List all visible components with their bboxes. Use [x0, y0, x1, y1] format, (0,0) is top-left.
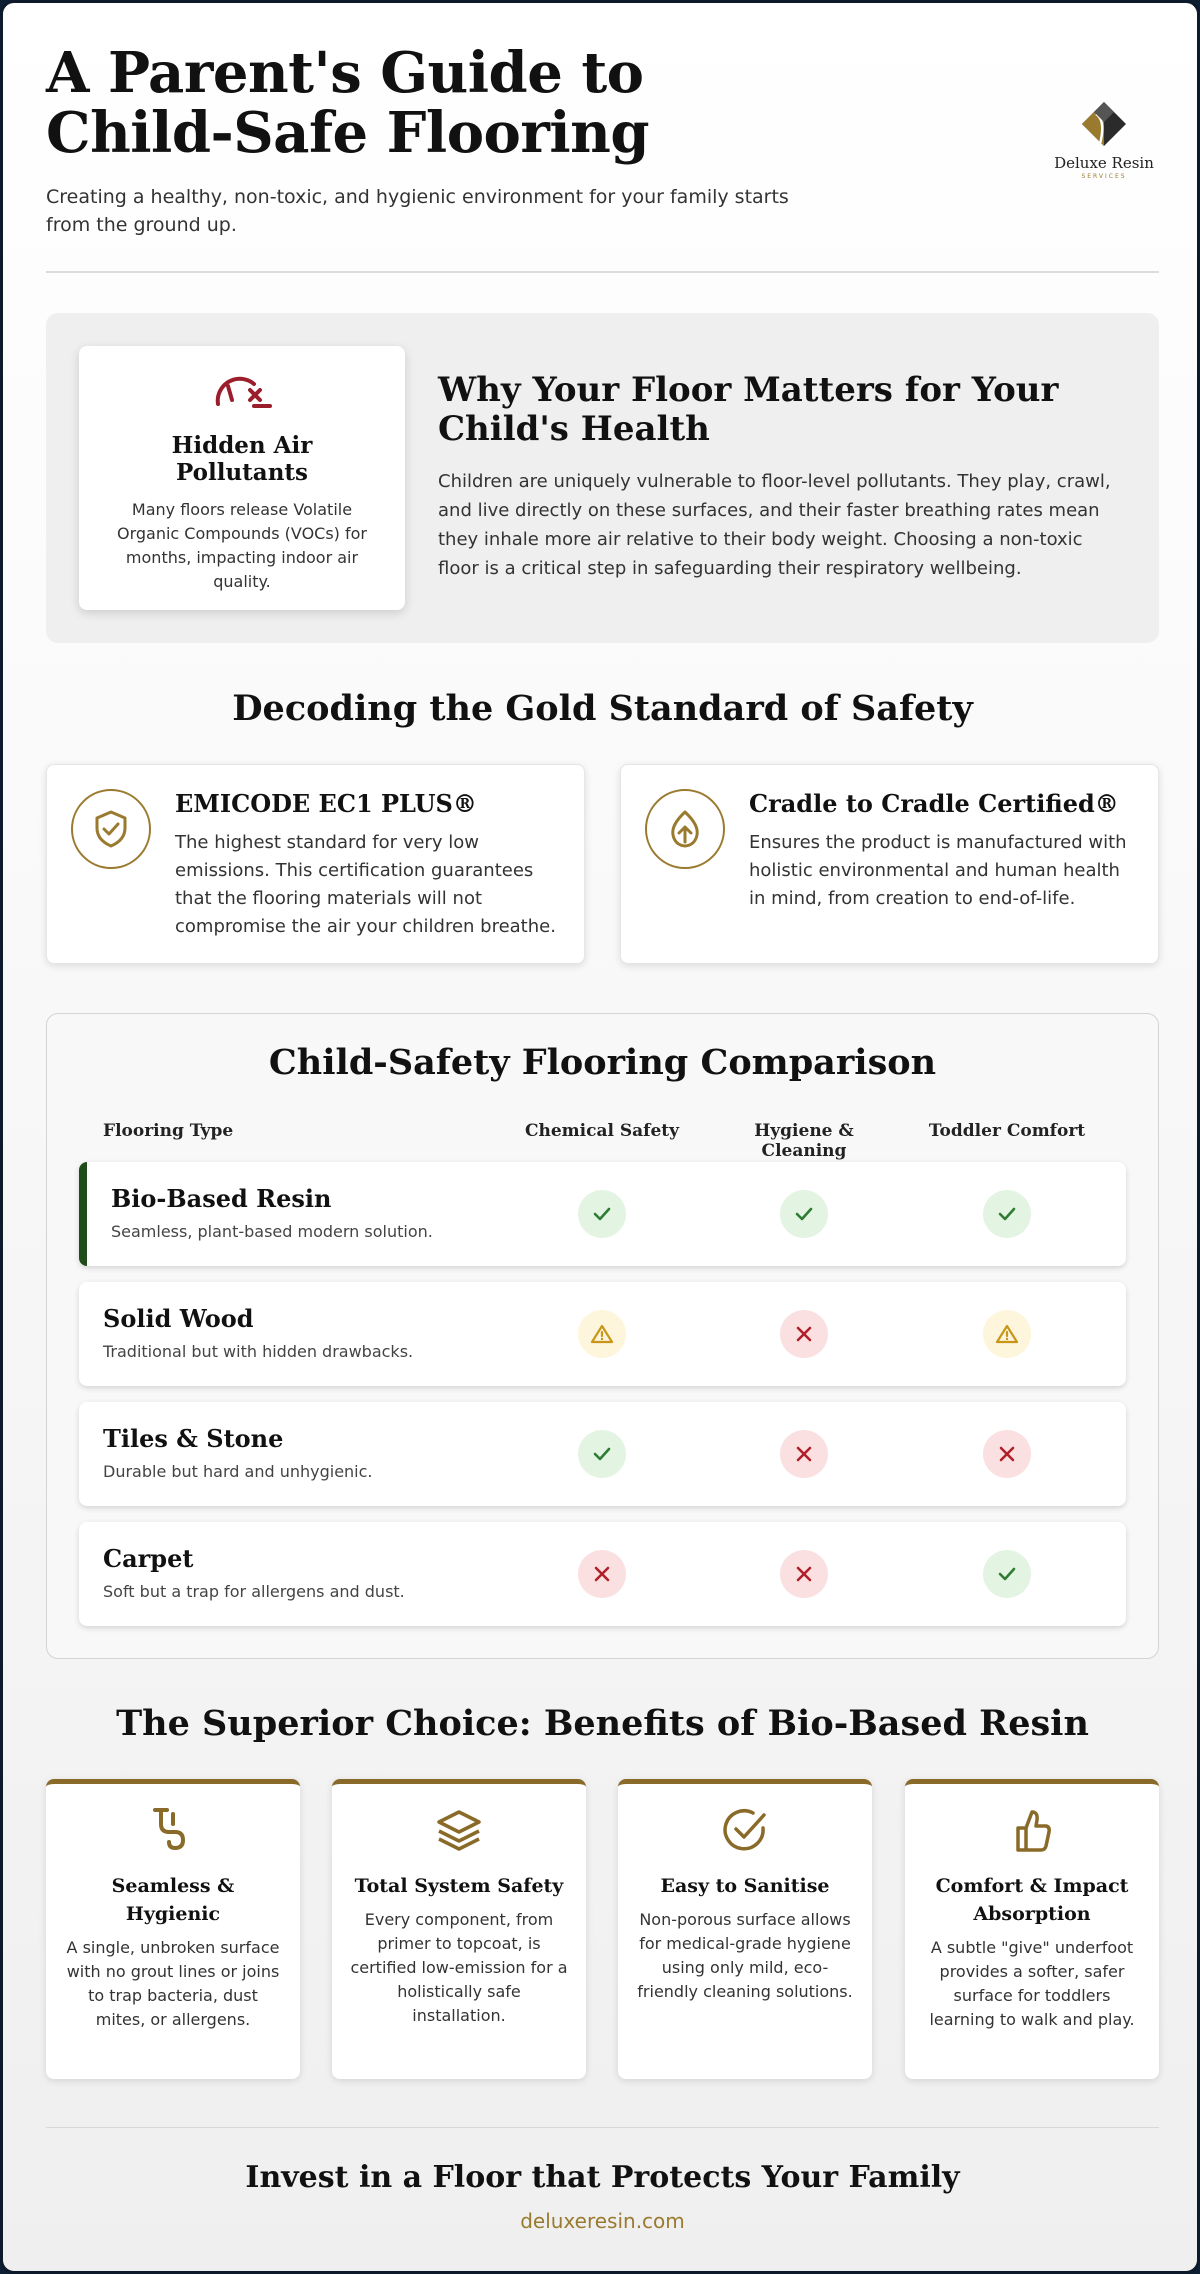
- table-row: [79, 1522, 1126, 1626]
- footer-title: Invest in a Floor that Protects Your Family: [245, 2160, 960, 2195]
- check-icon: [578, 1190, 626, 1238]
- flooring-description: Durable but hard and unhygienic.: [103, 1462, 373, 1481]
- pollutant-card-title: Hidden Air Pollutants: [171, 432, 313, 486]
- header: [46, 40, 1159, 239]
- why-title: Why Your Floor Matters for Your Child's Health: [438, 370, 1059, 449]
- pipe-icon: [151, 1806, 195, 1854]
- table-row: [79, 1162, 1126, 1266]
- logo-subtitle: SERVICES: [1081, 173, 1127, 180]
- flooring-description: Soft but a trap for allergens and dust.: [103, 1582, 405, 1601]
- column-header: Flooring Type: [103, 1121, 234, 1141]
- gold-standard-title: Decoding the Gold Standard of Safety: [232, 688, 973, 729]
- benefit-card: [46, 1779, 300, 2079]
- benefit-title: Total System Safety: [354, 1875, 564, 1897]
- benefit-title: Easy to Sanitise: [660, 1875, 830, 1897]
- cert-card-emicode: [46, 764, 585, 964]
- warning-icon: [578, 1310, 626, 1358]
- warning-icon: [983, 1310, 1031, 1358]
- flooring-description: Traditional but with hidden drawbacks.: [103, 1342, 414, 1361]
- cert-body: The highest standard for very low emissions. This certification guarantees that the flooring materials will not compromise the air your children breathe.: [175, 832, 556, 937]
- cross-icon: [780, 1430, 828, 1478]
- logo-name: Deluxe Resin: [1054, 154, 1154, 172]
- table-row: [79, 1402, 1126, 1506]
- header-divider: [46, 271, 1159, 273]
- cross-icon: [780, 1310, 828, 1358]
- benefit-card: [618, 1779, 872, 2079]
- benefit-text: Every component, from primer to topcoat, is certified low-emission for a holistically safe installation.: [350, 1910, 568, 2025]
- flooring-description: Seamless, plant-based modern solution.: [111, 1222, 433, 1241]
- check-icon: [983, 1550, 1031, 1598]
- cert-badge: [645, 789, 725, 869]
- cross-icon: [983, 1430, 1031, 1478]
- cert-card-cradle: [620, 764, 1159, 964]
- benefit-text: A subtle "give" underfoot provides a softer, safer surface for toddlers learning to walk and play.: [929, 1938, 1135, 2029]
- benefit-title: Comfort & Impact Absorption: [935, 1875, 1129, 1925]
- table-row: [79, 1282, 1126, 1386]
- column-header: Hygiene & Cleaning: [754, 1121, 854, 1161]
- flooring-name: Bio-Based Resin: [111, 1184, 332, 1213]
- flooring-name: Tiles & Stone: [103, 1424, 284, 1453]
- flooring-name: Solid Wood: [103, 1304, 254, 1333]
- cert-body: Ensures the product is manufactured with holistic environmental and human health in mind, from creation to end-of-life.: [749, 832, 1127, 909]
- cross-icon: [780, 1550, 828, 1598]
- cert-title: Cradle to Cradle Certified®: [749, 789, 1119, 818]
- shield-check-icon: [93, 809, 129, 849]
- column-header: Chemical Safety: [524, 1121, 680, 1141]
- logo: [1049, 100, 1159, 180]
- benefit-title: Seamless & Hygienic: [111, 1875, 235, 1925]
- footer-divider: [46, 2127, 1159, 2128]
- benefits-title: The Superior Choice: Benefits of Bio-Based Resin: [116, 1703, 1089, 1744]
- thumbs-up-icon: [1010, 1806, 1054, 1854]
- website-link[interactable]: deluxeresin.com: [520, 2209, 685, 2233]
- benefit-text: Non-porous surface allows for medical-grade hygiene using only mild, eco-friendly cleaning solutions.: [637, 1910, 853, 2001]
- pollutant-card: [79, 346, 405, 610]
- comparison-title: Child-Safety Flooring Comparison: [268, 1042, 937, 1083]
- layers-icon: [435, 1806, 483, 1854]
- pollutant-card-text: Many floors release Volatile Organic Compounds (VOCs) for months, impacting indoor air quality.: [116, 500, 367, 591]
- page-subtitle: Creating a healthy, non-toxic, and hygienic environment for your family starts from the ground up.: [46, 186, 789, 236]
- check-icon: [578, 1430, 626, 1478]
- why-body: Children are uniquely vulnerable to floor-level pollutants. They play, crawl, and live directly on these surfaces, and their faster breathing rates mean they inhale more air relative to their body weight. Choosing a non-toxic floor is a critical step in safeguarding their respiratory wellbeing.: [438, 471, 1111, 579]
- why-text-block: [438, 371, 1128, 583]
- benefit-card: [332, 1779, 586, 2079]
- benefit-text: A single, unbroken surface with no grout lines or joins to trap bacteria, dust mites, or allergens.: [66, 1938, 280, 2029]
- cross-icon: [578, 1550, 626, 1598]
- leaf-arrow-icon: [667, 809, 703, 849]
- benefit-card: [905, 1779, 1159, 2079]
- column-header: Toddler Comfort: [928, 1121, 1086, 1141]
- flooring-name: Carpet: [103, 1544, 194, 1573]
- why-section: [46, 313, 1159, 643]
- cert-badge: [71, 789, 151, 869]
- check-icon: [983, 1190, 1031, 1238]
- page-title: A Parent's Guide to Child-Safe Flooring: [46, 40, 650, 166]
- gauge-icon: [210, 370, 274, 410]
- cert-title: EMICODE EC1 PLUS®: [175, 789, 477, 818]
- comparison-table: [46, 1013, 1159, 1659]
- check-circle-icon: [721, 1806, 769, 1854]
- check-icon: [780, 1190, 828, 1238]
- logo-mark-icon: [1076, 100, 1132, 152]
